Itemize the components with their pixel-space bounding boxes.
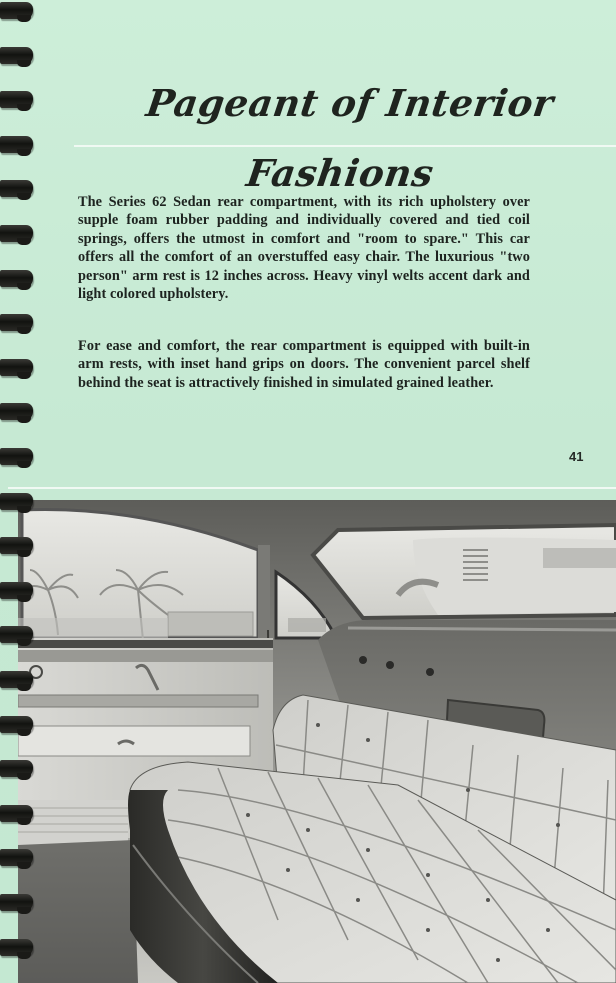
spiral-ring	[0, 716, 33, 733]
spiral-ring	[0, 136, 33, 153]
spiral-ring	[0, 225, 33, 242]
spiral-ring	[0, 626, 33, 643]
spiral-ring	[0, 939, 33, 956]
page-title: Pageant of Interior Fashions	[143, 81, 557, 195]
spiral-ring	[0, 91, 33, 108]
spiral-ring	[0, 760, 33, 777]
page-number: 41	[569, 449, 584, 464]
spiral-ring	[0, 671, 33, 688]
spiral-ring	[0, 403, 33, 420]
spiral-ring	[0, 47, 33, 64]
spiral-ring	[0, 180, 33, 197]
spiral-ring	[0, 894, 33, 911]
spiral-ring	[0, 448, 33, 465]
spiral-binding	[0, 0, 40, 983]
spiral-ring	[0, 359, 33, 376]
spiral-ring	[0, 849, 33, 866]
spiral-ring	[0, 537, 33, 554]
interior-illustration	[18, 500, 616, 983]
spiral-ring	[0, 2, 33, 19]
spiral-ring	[0, 582, 33, 599]
photo-divider	[8, 487, 616, 489]
paragraph-arm-rests: For ease and comfort, the rear compartment is equipped with built-in arm rests, with inset hand grips on doors. The convenient parcel shelf behind the seat is attractively finished in simulated grained leather.	[78, 338, 530, 391]
spiral-ring	[0, 270, 33, 287]
spiral-ring	[0, 805, 33, 822]
spiral-ring	[0, 493, 33, 510]
title-divider	[74, 145, 616, 147]
paragraph-upholstery: The Series 62 Sedan rear compartment, with its rich upholstery over supple foam rubber padding and individually covered and tied coil springs, offers the utmost in comfort and "room to spare." This car offers all the comfort of an overstuffed easy chair. The luxurious "two person" arm rest is 12 inches across. Heavy vinyl welts accent dark and light colored upholstery.	[78, 194, 530, 303]
spiral-ring	[0, 314, 33, 331]
